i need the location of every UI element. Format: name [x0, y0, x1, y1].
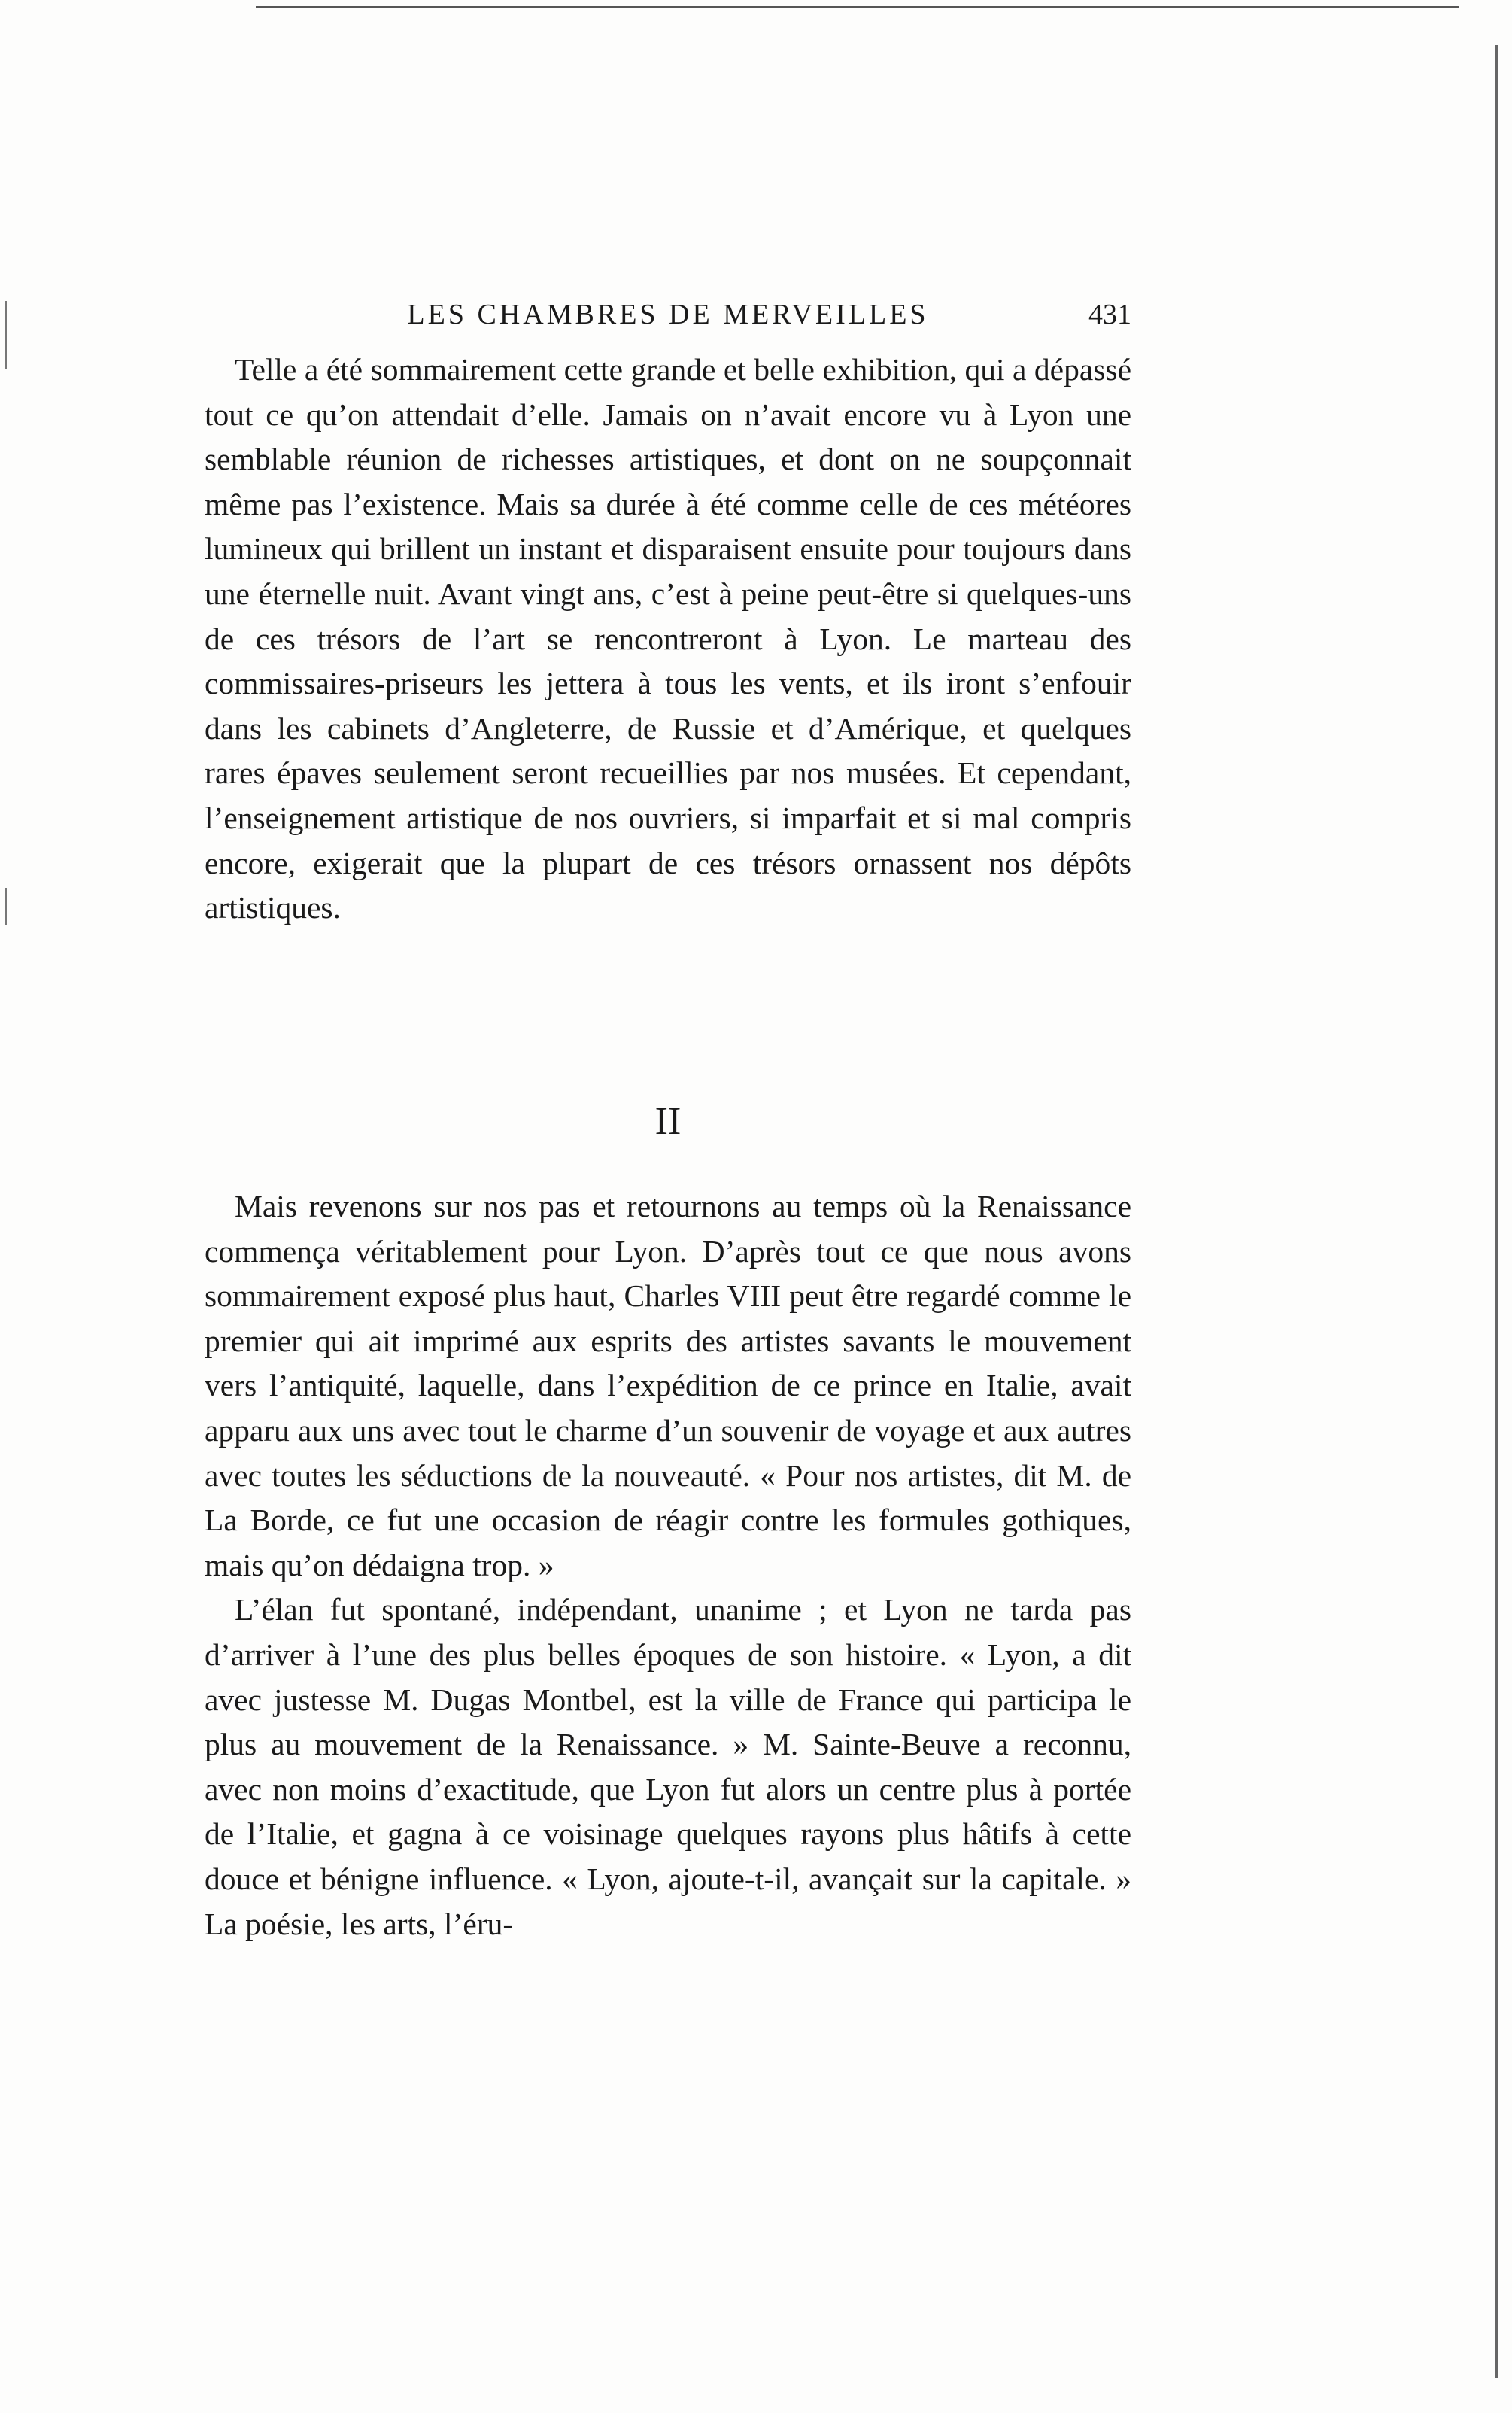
scan-left-mark: [5, 888, 7, 925]
running-head: [205, 292, 1131, 337]
text-block-bottom: [205, 1184, 1131, 1947]
scan-left-mark: [5, 301, 7, 369]
paragraph: Mais revenons sur nos pas et retournons au temps où la Renaissance commença véritablement pour Lyon. D’après tout ce que nous avons sommairement exposé plus haut, Charles VIII peut être regardé comme le premier qui ait imprimé aux esprits des artistes savants le mouvement vers l’antiquité, laquelle, dans l’expédition de ce prince en Italie, avait apparu aux uns avec tout le charme d’un souvenir de voyage et aux autres avec toutes les séductions de la nouveauté. « Pour nos artistes, dit M. de La Borde, ce fut une occasion de réagir contre les formules gothiques, mais qu’on dédaigna trop. »: [205, 1189, 1131, 1582]
section-number: II: [654, 1100, 682, 1143]
running-title: LES CHAMBRES DE MERVEILLES: [407, 299, 929, 330]
paragraph: L’élan fut spontané, indépendant, unanime ; et Lyon ne tarda pas d’arriver à l’une des plus belles époques de son histoire. « Lyon, a dit avec justesse M. Dugas Montbel, est la ville de France qui participa le plus au mouvement de la Renaissance. » M. Sainte-Beuve a reconnu, avec non moins d’exactitude, que Lyon fut alors un centre plus à portée de l’Italie, et gagna à ce voisinage quelques rayons plus hâtifs à cette douce et bénigne influence. « Lyon, ajoute-t-il, avançait sur la capitale. » La poésie, les arts, l’éru-: [205, 1592, 1131, 1941]
scan-right-border: [1495, 45, 1498, 2378]
text-block-top: [205, 348, 1131, 931]
paragraph: Telle a été sommairement cette grande et belle exhibition, qui a dépassé tout ce qu’on attendait d’elle. Jamais on n’avait encore vu à Lyon une semblable réunion de richesses artistiques, et dont on ne soupçonnait même pas l’existence. Mais sa durée à été comme celle de ces météores lumineux qui brillent un instant et disparaisent ensuite pour toujours dans une éternelle nuit. Avant vingt ans, c’est à peine peut-être si quelques-uns de ces trésors de l’art se rencontreront à Lyon. Le marteau des commissaires-priseurs les jettera à tous les vents, et ils iront s’enfouir dans les cabinets d’Angleterre, de Russie et d’Amérique, et quelques rares épaves seulement seront recueillies par nos musées. Et cependant, l’enseignement artistique de nos ouvriers, si imparfait et si mal compris encore, exigerait que la plupart de ces trésors ornassent nos dépôts artistiques.: [205, 352, 1131, 925]
page-number: 431: [1088, 299, 1131, 330]
scan-top-rule: [256, 6, 1459, 8]
